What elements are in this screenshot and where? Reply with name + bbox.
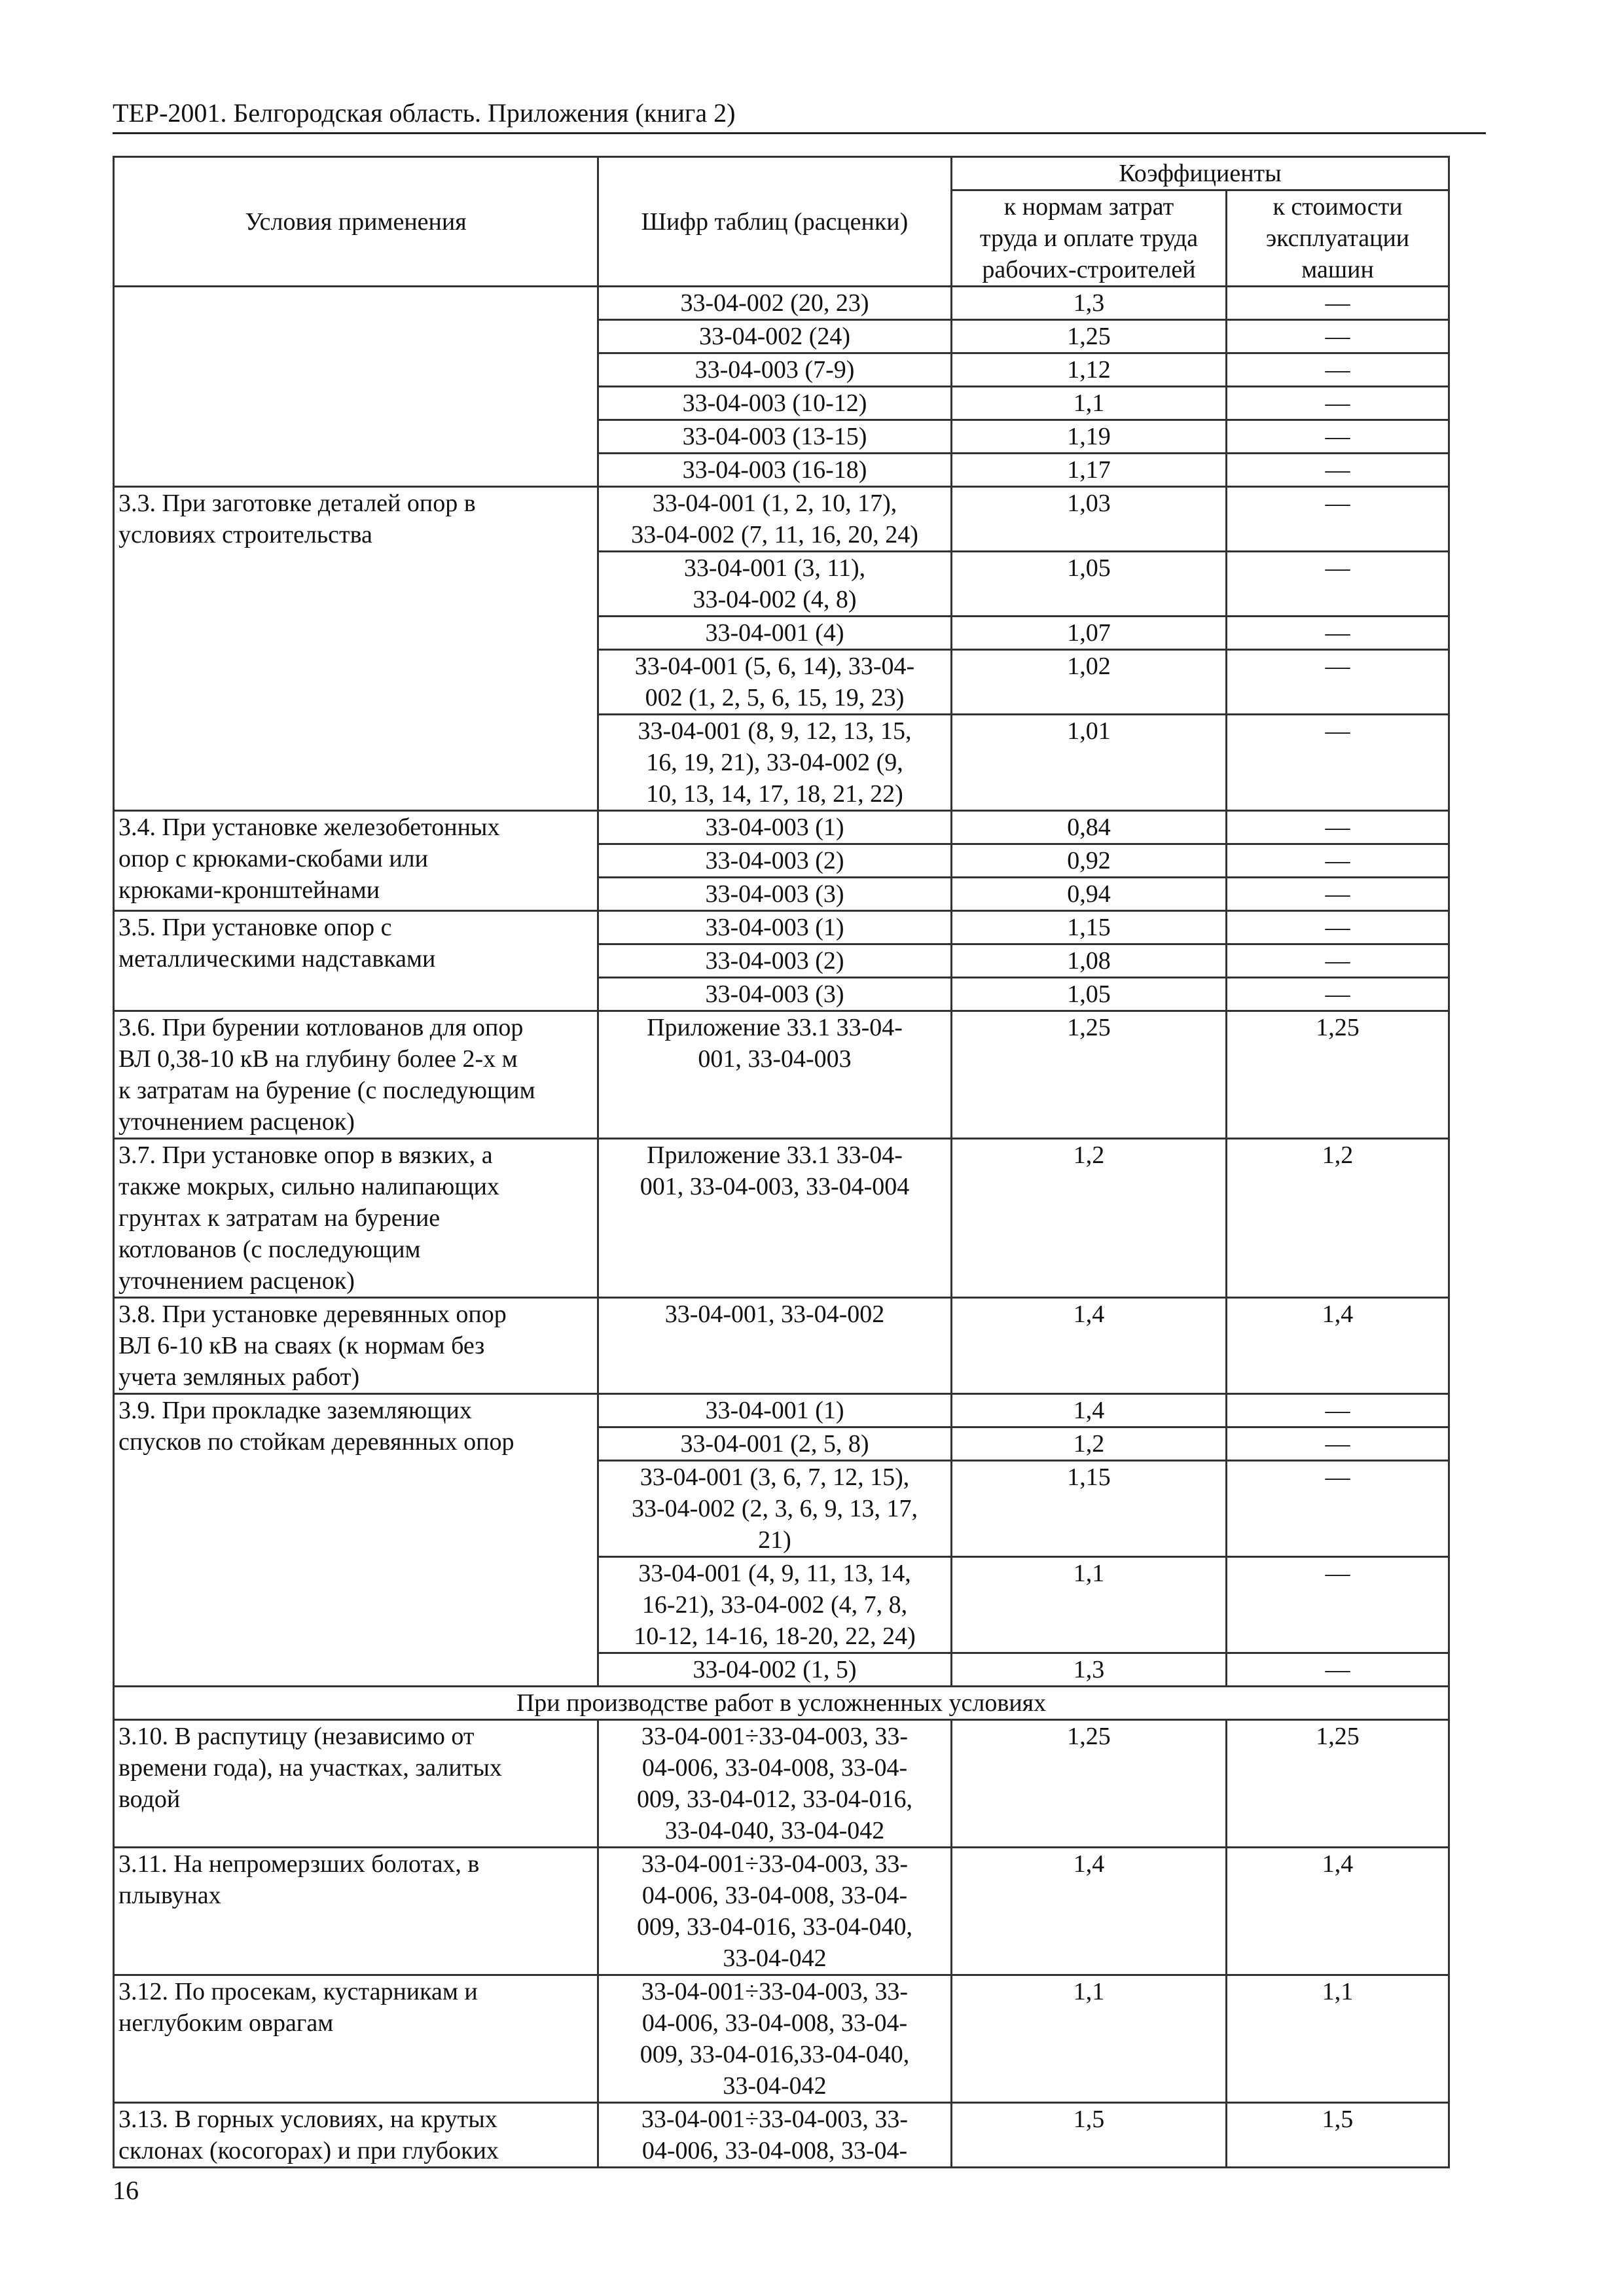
code-line: 33-04-003 (16-18) [682, 456, 867, 484]
machine-coefficient: — [1227, 552, 1449, 617]
code-cell [598, 1975, 952, 2103]
condition-cell [114, 1848, 598, 1975]
header-machines [1227, 190, 1449, 287]
labor-coefficient: 1,2 [952, 1139, 1227, 1298]
header-machines-line: эксплуатации [1265, 224, 1410, 252]
condition-cell [114, 2103, 598, 2168]
table-row [114, 1720, 1449, 1848]
table-row [114, 1011, 1449, 1139]
condition-line: ВЛ 6-10 кВ на сваях (к нормам без [118, 1332, 485, 1359]
code-cell [598, 454, 952, 487]
code-cell [598, 420, 952, 454]
header-labor-line: рабочих-строителей [982, 256, 1196, 283]
code-line: 33-04-042 [723, 1945, 827, 1972]
code-line: Приложение 33.1 33-04- [647, 1014, 903, 1041]
header-labor-line: труда и оплате труда [979, 224, 1199, 252]
section-row [114, 1687, 1449, 1720]
table-row [114, 2103, 1449, 2168]
code-line: 33-04-001÷33-04-003, 33- [641, 1978, 909, 2005]
code-line: 10, 13, 14, 17, 18, 21, 22) [646, 780, 903, 808]
machine-coefficient: 1,2 [1227, 1139, 1449, 1298]
condition-line: котлованов (с последующим [118, 1236, 421, 1263]
machine-coefficient: — [1227, 320, 1449, 353]
condition-cell [114, 1975, 598, 2103]
code-cell [598, 353, 952, 387]
condition-cell [114, 1720, 598, 1848]
condition-line: 3.13. В горных условиях, на крутых [118, 2106, 497, 2133]
condition-cell [114, 1394, 598, 1687]
labor-coefficient: 1,3 [952, 1653, 1227, 1687]
labor-coefficient: 1,05 [952, 552, 1227, 617]
code-line: 33-04-001 (8, 9, 12, 13, 15, [638, 717, 912, 745]
condition-line: 3.3. При заготовке деталей опор в [118, 490, 476, 517]
condition-cell [114, 287, 598, 487]
condition-line: крюками-кронштейнами [118, 876, 380, 904]
code-line: 33-04-003 (13-15) [682, 423, 867, 450]
header-labor [952, 190, 1227, 287]
machine-coefficient: 1,4 [1227, 1298, 1449, 1394]
machine-coefficient: — [1227, 287, 1449, 320]
code-line: 33-04-003 (10-12) [682, 389, 867, 417]
code-line: 33-04-040, 33-04-042 [664, 1817, 885, 1844]
machine-coefficient: — [1227, 1427, 1449, 1461]
header-rule [113, 132, 1486, 134]
labor-coefficient: 0,92 [952, 844, 1227, 878]
condition-line: водой [118, 1785, 181, 1813]
code-line: 33-04-001 (3, 11), [683, 554, 866, 582]
condition-line: плывунах [118, 1882, 221, 1909]
labor-coefficient: 1,15 [952, 1461, 1227, 1557]
code-cell [598, 1720, 952, 1848]
labor-coefficient: 0,94 [952, 878, 1227, 911]
labor-coefficient: 1,05 [952, 978, 1227, 1011]
code-cell [598, 1394, 952, 1427]
code-line: 33-04-001, 33-04-002 [664, 1300, 885, 1328]
code-cell [598, 811, 952, 844]
machine-coefficient: — [1227, 1461, 1449, 1557]
condition-line: условиях строительства [118, 521, 372, 548]
machine-coefficient: — [1227, 1394, 1449, 1427]
machine-coefficient: — [1227, 387, 1449, 420]
page-number: 16 [113, 2176, 139, 2205]
condition-line: 3.12. По просекам, кустарникам и [118, 1978, 478, 2005]
machine-coefficient: — [1227, 420, 1449, 454]
machine-coefficient: — [1227, 978, 1449, 1011]
condition-line: времени года), на участках, залитых [118, 1754, 502, 1782]
machine-coefficient: — [1227, 617, 1449, 650]
code-line: 04-006, 33-04-008, 33-04- [641, 2009, 908, 2037]
condition-line: неглубоким оврагам [118, 2009, 334, 2037]
condition-cell [114, 811, 598, 911]
section-heading: При производстве работ в усложненных условиях [114, 1687, 1449, 1720]
condition-line: 3.5. При установке опор с [118, 914, 392, 941]
machine-coefficient: — [1227, 353, 1449, 387]
code-line: 33-04-001 (3, 6, 7, 12, 15), [640, 1463, 910, 1491]
code-line: 04-006, 33-04-008, 33-04- [641, 1754, 908, 1782]
code-line: 33-04-042 [723, 2072, 827, 2100]
code-line: 04-006, 33-04-008, 33-04- [641, 1882, 908, 1909]
machine-coefficient: — [1227, 487, 1449, 552]
code-cell [598, 1427, 952, 1461]
code-line: 33-04-002 (4, 8) [693, 586, 857, 613]
condition-cell [114, 1298, 598, 1394]
code-line: 33-04-001 (2, 5, 8) [680, 1430, 869, 1458]
running-header: ТЕР-2001. Белгородская область. Приложения (книга 2) [113, 98, 736, 128]
machine-coefficient: 1,1 [1227, 1975, 1449, 2103]
table-row [114, 811, 1449, 844]
condition-line: 3.6. При бурении котлованов для опор [118, 1014, 524, 1041]
code-cell [598, 715, 952, 811]
labor-coefficient: 1,4 [952, 1394, 1227, 1427]
code-cell [598, 487, 952, 552]
labor-coefficient: 1,4 [952, 1298, 1227, 1394]
machine-coefficient: — [1227, 1557, 1449, 1653]
labor-coefficient: 1,2 [952, 1427, 1227, 1461]
code-line: 33-04-001 (4) [705, 619, 844, 647]
labor-coefficient: 1,3 [952, 287, 1227, 320]
labor-coefficient: 1,19 [952, 420, 1227, 454]
code-cell [598, 978, 952, 1011]
code-line: 33-04-002 (1, 5) [693, 1656, 857, 1683]
machine-coefficient: — [1227, 878, 1449, 911]
table-row [114, 287, 1449, 320]
machine-coefficient: — [1227, 944, 1449, 978]
code-line: 33-04-003 (3) [705, 880, 844, 908]
condition-line: 3.10. В распутицу (независимо от [118, 1723, 475, 1750]
machine-coefficient: 1,5 [1227, 2103, 1449, 2168]
condition-line: уточнением расценок) [118, 1267, 355, 1295]
machine-coefficient: — [1227, 650, 1449, 715]
code-line: 33-04-003 (2) [705, 847, 844, 874]
labor-coefficient: 1,02 [952, 650, 1227, 715]
code-line: 33-04-001 (4, 9, 11, 13, 14, [638, 1560, 911, 1587]
condition-cell [114, 911, 598, 1011]
table-row [114, 1139, 1449, 1298]
code-cell [598, 617, 952, 650]
code-line: 33-04-003 (2) [705, 947, 844, 975]
table-row [114, 911, 1449, 944]
code-cell [598, 878, 952, 911]
code-cell [598, 387, 952, 420]
table-header [114, 157, 1449, 287]
condition-line: склонах (косогорах) и при глубоких [118, 2137, 499, 2164]
code-cell [598, 1557, 952, 1653]
header-machines-line: к стоимости [1272, 193, 1403, 221]
code-line: Приложение 33.1 33-04- [647, 1141, 903, 1169]
table-row [114, 1975, 1449, 2103]
code-line: 33-04-002 (2, 3, 6, 9, 13, 17, [632, 1495, 918, 1522]
condition-line: учета земляных работ) [118, 1363, 360, 1391]
labor-coefficient: 1,25 [952, 320, 1227, 353]
code-cell [598, 287, 952, 320]
labor-coefficient: 0,84 [952, 811, 1227, 844]
header-labor-line: к нормам затрат [1003, 193, 1174, 221]
code-line: 33-04-001÷33-04-003, 33- [641, 2106, 909, 2133]
labor-coefficient: 1,17 [952, 454, 1227, 487]
code-line: 10-12, 14-16, 18-20, 22, 24) [634, 1623, 916, 1650]
code-cell [598, 1139, 952, 1298]
header-condition: Условия применения [114, 157, 598, 287]
code-line: 04-006, 33-04-008, 33-04- [641, 2137, 908, 2164]
labor-coefficient: 1,1 [952, 1557, 1227, 1653]
labor-coefficient: 1,15 [952, 911, 1227, 944]
code-line: 33-04-001 (1, 2, 10, 17), [652, 490, 897, 517]
table-body [114, 287, 1449, 2168]
labor-coefficient: 1,03 [952, 487, 1227, 552]
code-cell [598, 1298, 952, 1394]
condition-line: к затратам на бурение (с последующим [118, 1077, 535, 1104]
table-row [114, 1848, 1449, 1975]
condition-line: 3.7. При установке опор в вязких, а [118, 1141, 493, 1169]
labor-coefficient: 1,25 [952, 1011, 1227, 1139]
table-row [114, 487, 1449, 552]
machine-coefficient: — [1227, 715, 1449, 811]
code-cell [598, 320, 952, 353]
condition-cell [114, 487, 598, 811]
code-cell [598, 844, 952, 878]
labor-coefficient: 1,08 [952, 944, 1227, 978]
code-line: 33-04-003 (1) [705, 814, 844, 841]
labor-coefficient: 1,4 [952, 1848, 1227, 1975]
code-line: 21) [758, 1526, 791, 1554]
machine-coefficient: — [1227, 911, 1449, 944]
condition-line: 3.9. При прокладке заземляющих [118, 1397, 472, 1424]
code-line: 33-04-001 (5, 6, 14), 33-04- [634, 653, 915, 680]
condition-line: ВЛ 0,38-10 кВ на глубину более 2-х м [118, 1045, 518, 1073]
condition-line: 3.11. На непромерзших болотах, в [118, 1850, 480, 1878]
condition-line: также мокрых, сильно налипающих [118, 1173, 499, 1200]
code-line: 009, 33-04-016,33-04-040, [640, 2041, 910, 2068]
code-line: 16-21), 33-04-002 (4, 7, 8, [641, 1591, 908, 1619]
machine-coefficient: — [1227, 811, 1449, 844]
coefficients-table [113, 156, 1450, 2168]
labor-coefficient: 1,01 [952, 715, 1227, 811]
condition-line: спусков по стойкам деревянных опор [118, 1428, 514, 1456]
table-row [114, 1394, 1449, 1427]
machine-coefficient: — [1227, 1653, 1449, 1687]
code-line: 001, 33-04-003 [698, 1045, 852, 1073]
code-line: 33-04-001÷33-04-003, 33- [641, 1723, 909, 1750]
condition-line: грунтах к затратам на бурение [118, 1204, 441, 1232]
code-line: 33-04-003 (3) [705, 980, 844, 1008]
condition-line: уточнением расценок) [118, 1108, 355, 1136]
code-line: 33-04-003 (7-9) [695, 356, 855, 384]
code-cell [598, 552, 952, 617]
condition-line: 3.4. При установке железобетонных [118, 814, 500, 841]
labor-coefficient: 1,12 [952, 353, 1227, 387]
code-cell [598, 944, 952, 978]
machine-coefficient: — [1227, 454, 1449, 487]
table-row [114, 1298, 1449, 1394]
labor-coefficient: 1,5 [952, 2103, 1227, 2168]
code-line: 33-04-003 (1) [705, 914, 844, 941]
condition-line: опор с крюками-скобами или [118, 845, 428, 872]
code-cell [598, 650, 952, 715]
machine-coefficient: — [1227, 844, 1449, 878]
condition-cell [114, 1011, 598, 1139]
labor-coefficient: 1,07 [952, 617, 1227, 650]
code-line: 33-04-002 (20, 23) [680, 289, 869, 317]
machine-coefficient: 1,25 [1227, 1720, 1449, 1848]
machine-coefficient: 1,25 [1227, 1011, 1449, 1139]
code-line: 009, 33-04-016, 33-04-040, [636, 1913, 913, 1941]
labor-coefficient: 1,25 [952, 1720, 1227, 1848]
labor-coefficient: 1,1 [952, 1975, 1227, 2103]
header-coefficients: Коэффициенты [952, 157, 1449, 190]
machine-coefficient: 1,4 [1227, 1848, 1449, 1975]
code-cell [598, 1461, 952, 1557]
code-cell [598, 1011, 952, 1139]
condition-line: металлическими надставками [118, 945, 436, 973]
header-code: Шифр таблиц (расценки) [598, 157, 952, 287]
code-line: 16, 19, 21), 33-04-002 (9, [646, 749, 903, 776]
code-line: 33-04-001÷33-04-003, 33- [641, 1850, 909, 1878]
code-cell [598, 2103, 952, 2168]
code-cell [598, 1653, 952, 1687]
condition-line: 3.8. При установке деревянных опор [118, 1300, 507, 1328]
condition-cell [114, 1139, 598, 1298]
labor-coefficient: 1,1 [952, 387, 1227, 420]
code-line: 001, 33-04-003, 33-04-004 [640, 1173, 910, 1200]
code-line: 33-04-002 (7, 11, 16, 20, 24) [631, 521, 918, 548]
code-line: 33-04-002 (24) [698, 323, 851, 350]
code-cell [598, 1848, 952, 1975]
code-line: 33-04-001 (1) [705, 1397, 844, 1424]
code-cell [598, 911, 952, 944]
code-line: 002 (1, 2, 5, 6, 15, 19, 23) [645, 684, 905, 711]
code-line: 009, 33-04-012, 33-04-016, [636, 1785, 913, 1813]
header-machines-line: машин [1301, 256, 1374, 283]
